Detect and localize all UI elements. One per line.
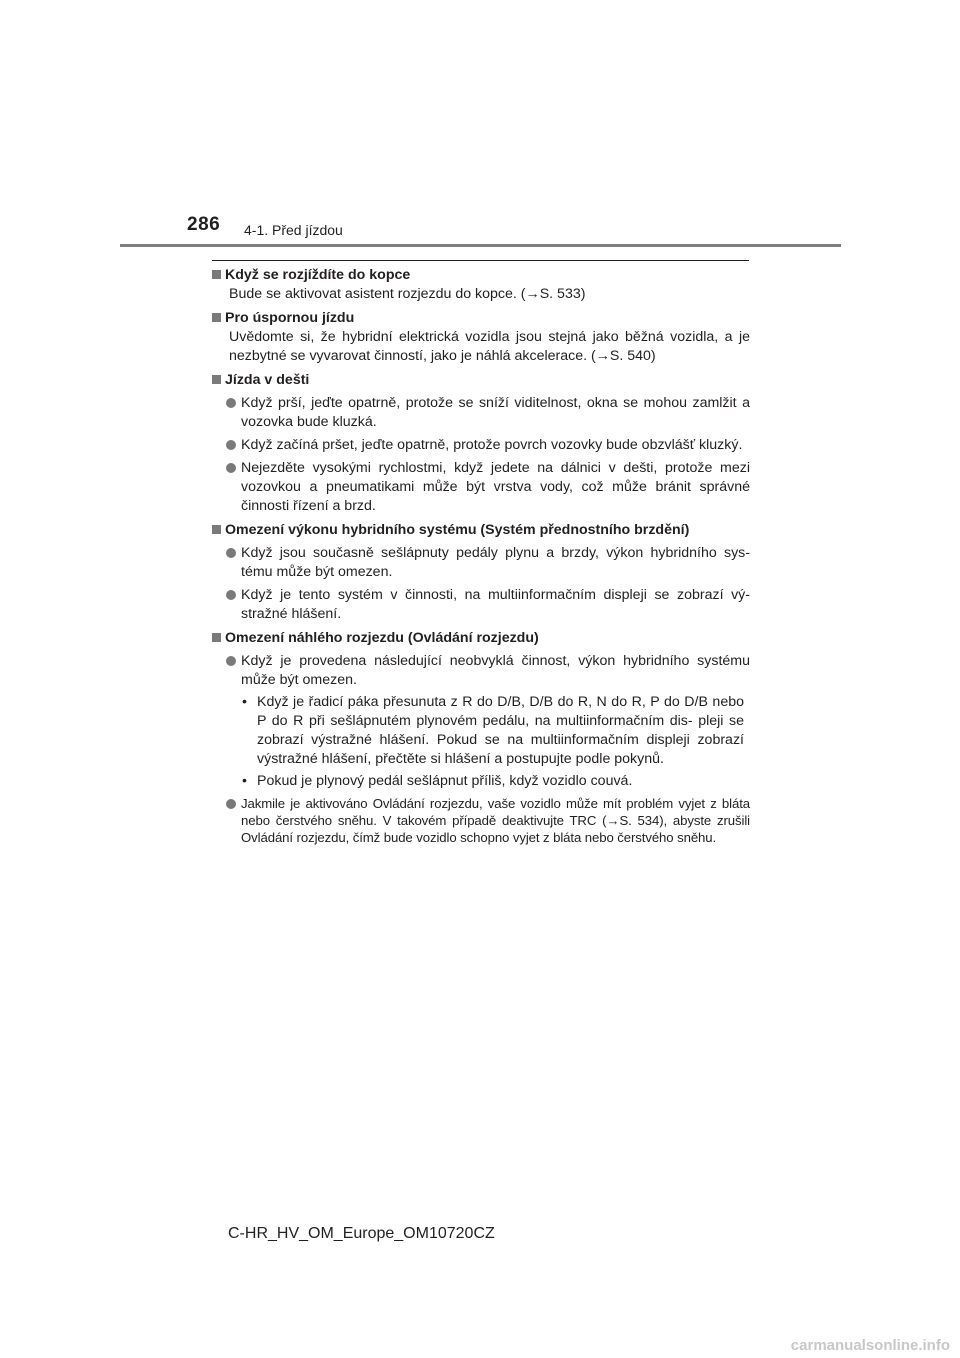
- square-bullet-icon: [212, 270, 221, 279]
- dot-bullet-icon: •: [242, 694, 247, 710]
- header-rule: [120, 244, 841, 247]
- circle-bullet-icon: [226, 463, 236, 473]
- section-power-limit: [212, 521, 750, 624]
- section-title-text: Pro úspornou jízdu: [225, 310, 355, 326]
- section-title-text: Když se rozjíždíte do kopce: [225, 267, 411, 283]
- sub-list-item-text: Když je řadicí páka přesunuta z R do D/B, D/B do R, N do R, P do D/B nebo P do R při sešlápnutém plynovém pedálu, na multiinformačním dis- pleji se zobrazí výstražné hlášení. Pokud se na multiinformačním displeji zobrazí výstražné hlášení, přečtěte si hlášení a postupujte podle pokynů.: [257, 694, 744, 767]
- list-item: [226, 544, 750, 582]
- section-title-text: Jízda v dešti: [225, 372, 310, 388]
- section-rain: [212, 371, 750, 516]
- document-code: C-HR_HV_OM_Europe_OM10720CZ: [228, 1225, 495, 1242]
- list-item: [226, 652, 750, 690]
- sub-list-item: [242, 772, 750, 791]
- list-item: [226, 436, 750, 455]
- list-item-text: Jakmile je aktivováno Ovládání rozjezdu, vaše vozidlo může mít problém vyjet z bláta nebo čerstvého sněhu. V takovém případě deaktivujte TRC (→S. 534), abyste zrušili Ovládání rozjezdu, čímž bude vozidlo schopno vyjet z bláta nebo čerstvého sněhu.: [241, 796, 750, 845]
- list-item: [226, 459, 750, 516]
- sub-list-item: [242, 693, 750, 769]
- list-item-text: Když je tento systém v činnosti, na multiinformačním displeji se zobrazí vý- stražné hlášení.: [241, 587, 750, 622]
- list-item-text: Nejezděte vysokými rychlostmi, když jedete na dálnici v dešti, protože mezi vozovkou a pneumatikami může být vrstva vody, což může bránit správné činnosti řízení a brzd.: [241, 460, 750, 514]
- list-item-text: Když je provedena následující neobvyklá činnost, výkon hybridního systému může být omezen.: [241, 653, 750, 688]
- section-title: [212, 309, 750, 328]
- circle-bullet-icon: [226, 548, 236, 558]
- list-item: [226, 394, 750, 432]
- content-area: [212, 266, 750, 846]
- section-label: 4-1. Před jízdou: [244, 222, 343, 238]
- circle-bullet-icon: [226, 398, 236, 408]
- circle-bullet-icon: [226, 590, 236, 600]
- square-bullet-icon: [212, 375, 221, 384]
- section-economy: [212, 309, 750, 366]
- section-title: [212, 266, 750, 285]
- square-bullet-icon: [212, 633, 221, 642]
- watermark: carmanualsonline.info: [790, 1337, 950, 1354]
- section-title-text: Omezení náhlého rozjezdu (Ovládání rozjezdu): [225, 630, 539, 646]
- section-title: [212, 371, 750, 390]
- section-title-text: Omezení výkonu hybridního systému (Systém přednostního brzdění): [225, 522, 690, 538]
- sub-list-item-text: Pokud je plynový pedál sešlápnut příliš, když vozidlo couvá.: [257, 773, 633, 789]
- section-title: [212, 521, 750, 540]
- list-item-text: Když prší, jeďte opatrně, protože se sníží viditelnost, okna se mohou zamlžit a vozovka bude kluzká.: [241, 395, 750, 430]
- list-item-text: Když začíná pršet, jeďte opatrně, protože povrch vozovky bude obzvlášť kluzký.: [241, 437, 743, 453]
- dot-bullet-icon: •: [242, 773, 247, 789]
- square-bullet-icon: [212, 525, 221, 534]
- section-text: Uvědomte si, že hybridní elektrická vozidla jsou stejná jako běžná vozidla, a je nezbytné se vyvarovat činností, jako je náhlá akcelerace. (→S. 540): [229, 329, 750, 364]
- content-rule: [212, 260, 749, 261]
- section-drive-start-control: [212, 629, 750, 846]
- list-item: [226, 795, 750, 846]
- circle-bullet-icon: [226, 799, 236, 809]
- square-bullet-icon: [212, 313, 221, 322]
- list-item-text: Když jsou současně sešlápnuty pedály plynu a brzdy, výkon hybridního sys- tému může být omezen.: [241, 545, 750, 580]
- circle-bullet-icon: [226, 656, 236, 666]
- page-number: 286: [187, 214, 221, 235]
- circle-bullet-icon: [226, 440, 236, 450]
- list-item: [226, 586, 750, 624]
- section-title: [212, 629, 750, 648]
- section-uphill: [212, 266, 750, 304]
- section-text: Bude se aktivovat asistent rozjezdu do kopce. (→S. 533): [229, 286, 586, 302]
